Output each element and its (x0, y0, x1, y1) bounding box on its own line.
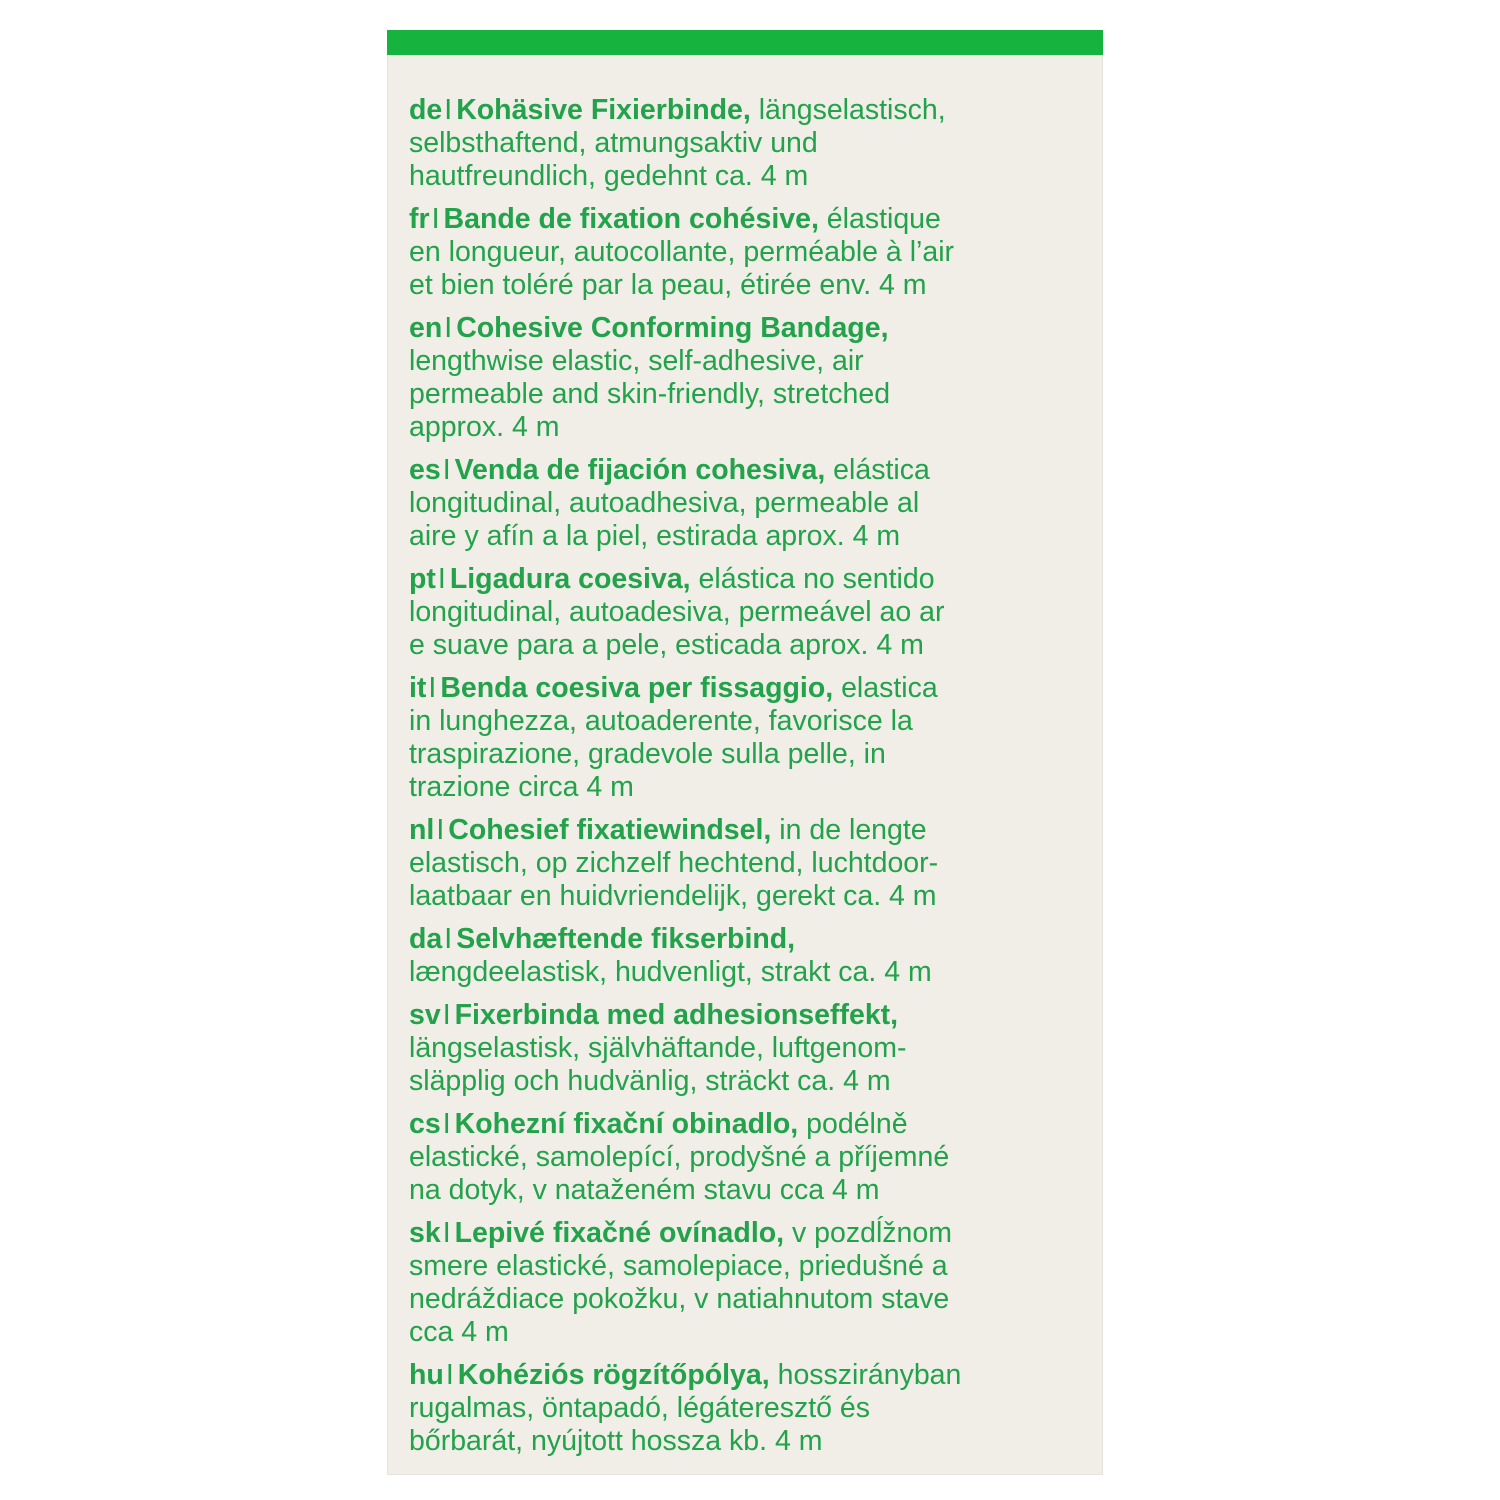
description-line: trazione circa 4 m (409, 771, 634, 803)
entry-first-line (409, 454, 1099, 487)
language-entry-it (409, 672, 1099, 804)
entry-first-line (409, 923, 1099, 956)
description-line: rugalmas, öntapadó, légáteresztő és (409, 1392, 871, 1424)
separator: I (442, 454, 451, 486)
product-title: Kohéziós rögzítőpólya, (457, 1359, 770, 1391)
description-start: in de lengte (771, 814, 927, 846)
description-start: v pozdĺžnom (784, 1217, 952, 1249)
description-start: elastica (833, 672, 938, 704)
language-code: hu (409, 1359, 444, 1391)
description-line: nedráždiace pokožku, v natiahnutom stave (409, 1283, 950, 1315)
description-line: laatbaar en huidvriendelijk, gerekt ca. 4 m (409, 880, 937, 912)
green-top-band (387, 30, 1103, 55)
description-line: longitudinal, autoadhesiva, permeable al (409, 487, 920, 519)
description-line: hautfreundlich, gedehnt ca. 4 m (409, 160, 809, 192)
separator: I (442, 1217, 451, 1249)
description-start: elástica (825, 454, 930, 486)
entry-first-line (409, 1359, 1099, 1392)
language-entry-es (409, 454, 1099, 553)
entry-first-line (409, 312, 1099, 345)
description-start: elástica no sentido (690, 563, 935, 595)
entry-first-line (409, 1108, 1099, 1141)
description-line: lengthwise elastic, self-adhesive, air (409, 345, 864, 377)
product-title: Cohesief fixatiewindsel, (448, 814, 772, 846)
description-line: elastisch, op zichzelf hechtend, luchtdoor- (409, 847, 939, 879)
product-title: Benda coesiva per fissaggio, (440, 672, 834, 704)
entry-first-line (409, 203, 1099, 236)
language-entry-en (409, 312, 1099, 444)
language-code: de (409, 94, 443, 126)
separator: I (428, 672, 437, 704)
separator: I (442, 999, 451, 1031)
language-code: pt (409, 563, 436, 595)
description-line: smere elastické, samolepiace, priedušné a (409, 1250, 948, 1282)
language-code: sk (409, 1217, 441, 1249)
product-title: Lepivé fixačné ovínadlo, (454, 1217, 785, 1249)
description-line: aire y afín a la piel, estirada aprox. 4 m (409, 520, 901, 552)
description-start: hosszirányban (769, 1359, 962, 1391)
description-start: élastique (818, 203, 941, 235)
separator: I (436, 814, 445, 846)
entry-first-line (409, 672, 1099, 705)
language-code: fr (409, 203, 430, 235)
separator: I (431, 203, 440, 235)
description-line: cca 4 m (409, 1316, 509, 1348)
language-code: cs (409, 1108, 441, 1140)
description-line: na dotyk, v nataženém stavu cca 4 m (409, 1174, 880, 1206)
package-panel (387, 30, 1103, 1475)
language-code: en (409, 312, 443, 344)
description-line: e suave para a pele, esticada aprox. 4 m (409, 629, 924, 661)
language-entry-fr (409, 203, 1099, 302)
entry-first-line (409, 1217, 1099, 1250)
product-title: Venda de fijación cohesiva, (454, 454, 826, 486)
language-entry-cs (409, 1108, 1099, 1207)
language-entry-nl (409, 814, 1099, 913)
description-line: traspirazione, gradevole sulla pelle, in (409, 738, 886, 770)
description-line: længdeelastisk, hudvenligt, strakt ca. 4 m (409, 956, 932, 988)
language-code: sv (409, 999, 441, 1031)
separator: I (444, 923, 453, 955)
description-line: selbsthaftend, atmungsaktiv und (409, 127, 818, 159)
separator: I (444, 312, 453, 344)
language-entry-da (409, 923, 1099, 989)
description-line: längselastisk, självhäftande, luftgenom- (409, 1032, 907, 1064)
entry-first-line (409, 999, 1099, 1032)
separator: I (444, 94, 453, 126)
description-start: podélně (798, 1108, 908, 1140)
description-line: in lunghezza, autoaderente, favorisce la (409, 705, 913, 737)
product-title: Fixerbinda med adhesionseffekt, (454, 999, 899, 1031)
description-line: en longueur, autocollante, perméable à l’air (409, 236, 955, 268)
language-code: nl (409, 814, 435, 846)
description-line: släpplig och hudvänlig, sträckt ca. 4 m (409, 1065, 891, 1097)
product-title: Cohesive Conforming Bandage, (456, 312, 889, 344)
product-title: Selvhæftende fikserbind, (456, 923, 796, 955)
description-line: approx. 4 m (409, 411, 560, 443)
description-line: permeable and skin-friendly, stretched (409, 378, 891, 410)
language-entry-de (409, 94, 1099, 193)
language-code: da (409, 923, 443, 955)
product-title: Kohezní fixační obinadlo, (454, 1108, 799, 1140)
language-entry-sv (409, 999, 1099, 1098)
language-entry-pt (409, 563, 1099, 662)
language-entry-hu (409, 1359, 1099, 1458)
description-line: longitudinal, autoadesiva, permeável ao ar (409, 596, 945, 628)
description-line: elastické, samolepící, prodyšné a příjemné (409, 1141, 950, 1173)
description-start: längselastisch, (750, 94, 946, 126)
language-code: es (409, 454, 441, 486)
separator: I (437, 563, 446, 595)
multilingual-description (409, 94, 1099, 1468)
separator: I (445, 1359, 454, 1391)
product-title: Bande de fixation cohésive, (443, 203, 819, 235)
language-code: it (409, 672, 427, 704)
entry-first-line (409, 814, 1099, 847)
separator: I (442, 1108, 451, 1140)
language-entry-sk (409, 1217, 1099, 1349)
product-title: Kohäsive Fixierbinde, (456, 94, 751, 126)
entry-first-line (409, 563, 1099, 596)
product-title: Ligadura coesiva, (449, 563, 691, 595)
description-line: et bien toléré par la peau, étirée env. 4 m (409, 269, 927, 301)
entry-first-line (409, 94, 1099, 127)
description-line: bőrbarát, nyújtott hossza kb. 4 m (409, 1425, 823, 1457)
